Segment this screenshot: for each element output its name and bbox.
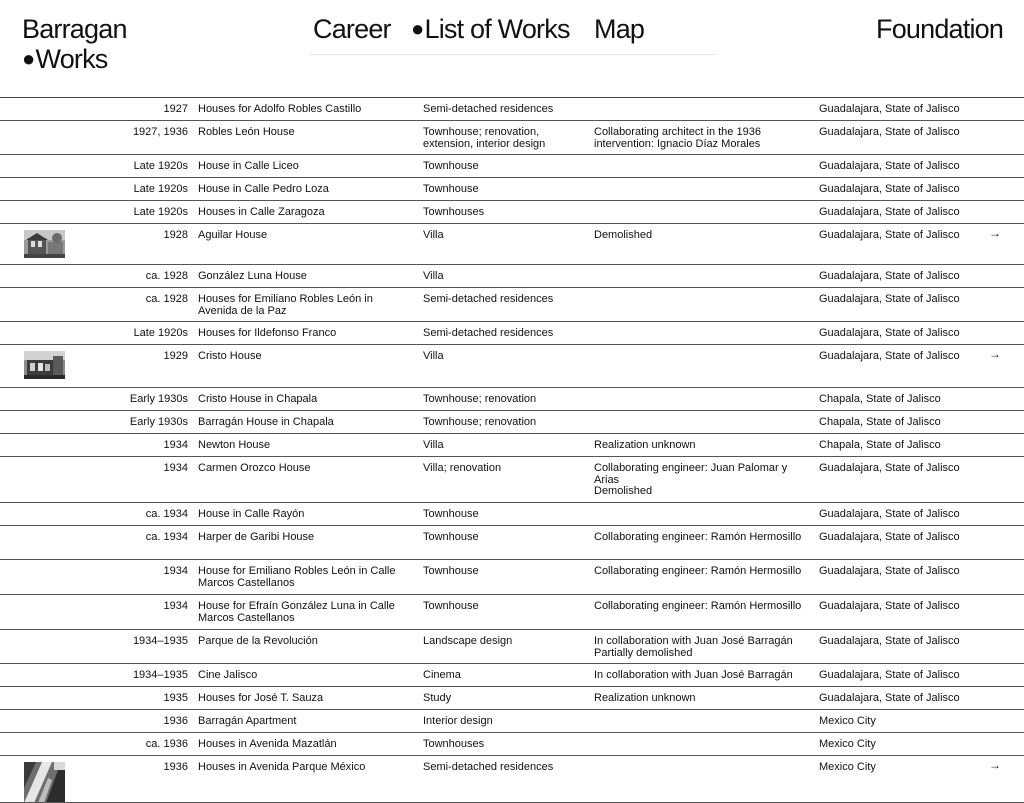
work-location: Guadalajara, State of Jalisco bbox=[819, 350, 960, 362]
work-year: 1936 bbox=[163, 761, 188, 773]
work-name: House in Calle Pedro Loza bbox=[198, 183, 329, 195]
work-row[interactable] bbox=[0, 664, 1024, 687]
work-year: Late 1920s bbox=[133, 160, 188, 172]
work-name: Aguilar House bbox=[198, 229, 268, 241]
work-type: Townhouse bbox=[423, 600, 479, 612]
arrow-right-icon[interactable]: → bbox=[989, 347, 1001, 361]
work-year: 1935 bbox=[163, 692, 188, 704]
work-row[interactable] bbox=[0, 503, 1024, 526]
work-name: Houses for Ildefonso Franco bbox=[198, 327, 337, 339]
work-row[interactable] bbox=[0, 201, 1024, 224]
work-notes: Collaborating engineer: Ramón Hermosillo bbox=[594, 531, 802, 543]
work-name: House in Calle Rayón bbox=[198, 508, 305, 520]
work-type: Townhouse bbox=[423, 565, 479, 577]
work-location: Mexico City bbox=[819, 738, 876, 750]
site-logo[interactable] bbox=[22, 14, 127, 76]
work-row[interactable] bbox=[0, 687, 1024, 710]
work-location: Mexico City bbox=[819, 715, 876, 727]
brand-line-2 bbox=[22, 44, 127, 76]
work-location: Guadalajara, State of Jalisco bbox=[819, 327, 960, 339]
nav-map[interactable]: Map bbox=[594, 14, 645, 44]
work-type: Villa bbox=[423, 229, 444, 241]
work-type: Interior design bbox=[423, 715, 493, 727]
work-row[interactable] bbox=[0, 457, 1024, 503]
work-row[interactable] bbox=[0, 345, 1024, 388]
work-year: 1936 bbox=[163, 715, 188, 727]
work-notes: Realization unknown bbox=[594, 692, 696, 704]
work-year: 1934 bbox=[163, 565, 188, 577]
work-year: 1928 bbox=[163, 229, 188, 241]
work-year: 1934–1935 bbox=[132, 635, 188, 647]
work-row[interactable] bbox=[0, 710, 1024, 733]
work-name: House in Calle Liceo bbox=[198, 160, 299, 172]
nav-foundation[interactable]: Foundation bbox=[876, 14, 1004, 44]
work-location: Guadalajara, State of Jalisco bbox=[819, 229, 960, 241]
work-year: 1934 bbox=[163, 462, 188, 474]
brand-works-label: Works bbox=[35, 44, 108, 74]
work-location: Guadalajara, State of Jalisco bbox=[819, 103, 960, 115]
work-type: Landscape design bbox=[423, 635, 513, 647]
work-location: Guadalajara, State of Jalisco bbox=[819, 160, 960, 172]
work-name: Houses in Avenida Mazatlán bbox=[198, 738, 337, 750]
work-type: Villa bbox=[423, 439, 444, 451]
work-thumbnail[interactable] bbox=[24, 351, 65, 379]
arrow-right-icon[interactable]: → bbox=[989, 226, 1001, 240]
work-year: Early 1930s bbox=[129, 416, 188, 428]
work-row[interactable] bbox=[0, 388, 1024, 411]
work-type: Semi-detached residences bbox=[423, 327, 554, 339]
work-row[interactable] bbox=[0, 178, 1024, 201]
work-year: 1929 bbox=[163, 350, 188, 362]
bullet-dot-icon: ● bbox=[22, 46, 35, 71]
work-type: Townhouse bbox=[423, 531, 479, 543]
work-location: Guadalajara, State of Jalisco bbox=[819, 126, 960, 138]
work-row[interactable] bbox=[0, 733, 1024, 756]
work-type: Townhouse; renovation, extension, interior design bbox=[423, 126, 546, 150]
work-name: Carmen Orozco House bbox=[198, 462, 311, 474]
active-dot-icon: ● bbox=[411, 16, 424, 41]
works-list bbox=[0, 97, 1024, 803]
brand-line-1: Barragan bbox=[22, 14, 127, 44]
work-year: Late 1920s bbox=[133, 183, 188, 195]
work-type: Cinema bbox=[423, 669, 461, 681]
work-year: 1934 bbox=[163, 600, 188, 612]
work-type: Villa bbox=[423, 350, 444, 362]
work-notes: Collaborating engineer: Ramón Hermosillo bbox=[594, 600, 802, 612]
work-row[interactable] bbox=[0, 595, 1024, 630]
work-location: Guadalajara, State of Jalisco bbox=[819, 600, 960, 612]
nav-divider bbox=[310, 54, 716, 55]
work-year: Early 1930s bbox=[129, 393, 188, 405]
work-location: Guadalajara, State of Jalisco bbox=[819, 531, 960, 543]
work-notes: Collaborating engineer: Juan Palomar y Arias Demolished bbox=[594, 462, 788, 497]
work-location: Guadalajara, State of Jalisco bbox=[819, 293, 960, 305]
work-type: Villa; renovation bbox=[423, 462, 502, 474]
work-row[interactable] bbox=[0, 288, 1024, 322]
work-location: Guadalajara, State of Jalisco bbox=[819, 692, 960, 704]
work-name: House for Emiliano Robles León in Calle Marcos Castellanos bbox=[198, 565, 396, 589]
work-location: Guadalajara, State of Jalisco bbox=[819, 270, 960, 282]
work-type: Study bbox=[423, 692, 452, 704]
work-year: 1927, 1936 bbox=[132, 126, 188, 138]
work-notes: Realization unknown bbox=[594, 439, 696, 451]
work-row[interactable] bbox=[0, 98, 1024, 121]
work-location: Guadalajara, State of Jalisco bbox=[819, 565, 960, 577]
work-name: Cristo House bbox=[198, 350, 262, 362]
work-type: Townhouses bbox=[423, 738, 485, 750]
work-notes: Demolished bbox=[594, 229, 653, 241]
work-year: ca. 1928 bbox=[145, 293, 188, 305]
work-year: 1934 bbox=[163, 439, 188, 451]
work-name: Robles León House bbox=[198, 126, 295, 138]
work-type: Townhouse bbox=[423, 160, 479, 172]
work-row[interactable] bbox=[0, 155, 1024, 178]
arrow-right-icon[interactable]: → bbox=[989, 758, 1001, 772]
work-location: Mexico City bbox=[819, 761, 876, 773]
work-name: Barragán House in Chapala bbox=[198, 416, 334, 428]
work-row[interactable] bbox=[0, 434, 1024, 457]
work-row[interactable] bbox=[0, 121, 1024, 155]
work-name: Houses in Avenida Parque México bbox=[198, 761, 366, 773]
nav-list-of-works[interactable] bbox=[411, 14, 570, 44]
work-location: Guadalajara, State of Jalisco bbox=[819, 183, 960, 195]
work-type: Townhouses bbox=[423, 206, 485, 218]
work-row[interactable] bbox=[0, 630, 1024, 664]
nav-career[interactable]: Career bbox=[313, 14, 391, 44]
work-location: Chapala, State of Jalisco bbox=[819, 393, 941, 405]
work-type: Semi-detached residences bbox=[423, 103, 554, 115]
work-year: Late 1920s bbox=[133, 206, 188, 218]
work-notes: Collaborating engineer: Ramón Hermosillo bbox=[594, 565, 802, 577]
work-type: Townhouse bbox=[423, 508, 479, 520]
work-notes: In collaboration with Juan José Barragán bbox=[594, 669, 793, 681]
work-name: Houses for Emiliano Robles León in Avenida de la Paz bbox=[198, 293, 373, 317]
work-type: Townhouse bbox=[423, 183, 479, 195]
work-name: Newton House bbox=[198, 439, 271, 451]
work-location: Guadalajara, State of Jalisco bbox=[819, 206, 960, 218]
work-row[interactable] bbox=[0, 265, 1024, 288]
work-type: Townhouse; renovation bbox=[423, 416, 537, 428]
work-type: Townhouse; renovation bbox=[423, 393, 537, 405]
work-year: ca. 1936 bbox=[145, 738, 188, 750]
work-name: Houses for Adolfo Robles Castillo bbox=[198, 103, 362, 115]
work-name: Cristo House in Chapala bbox=[198, 393, 318, 405]
work-location: Guadalajara, State of Jalisco bbox=[819, 462, 960, 474]
work-location: Guadalajara, State of Jalisco bbox=[819, 635, 960, 647]
work-name: Barragán Apartment bbox=[198, 715, 297, 727]
work-row[interactable] bbox=[0, 560, 1024, 595]
work-year: ca. 1934 bbox=[145, 531, 188, 543]
work-name: Parque de la Revolución bbox=[198, 635, 318, 647]
work-name: Houses in Calle Zaragoza bbox=[198, 206, 325, 218]
work-row[interactable] bbox=[0, 224, 1024, 265]
work-row[interactable] bbox=[0, 756, 1024, 803]
work-year: 1934–1935 bbox=[132, 669, 188, 681]
work-location: Chapala, State of Jalisco bbox=[819, 416, 941, 428]
work-year: ca. 1934 bbox=[145, 508, 188, 520]
work-row[interactable] bbox=[0, 526, 1024, 560]
work-year: ca. 1928 bbox=[145, 270, 188, 282]
work-notes: In collaboration with Juan José Barragán Partially demolished bbox=[594, 635, 793, 659]
work-location: Guadalajara, State of Jalisco bbox=[819, 669, 960, 681]
work-row[interactable] bbox=[0, 322, 1024, 345]
work-thumbnail[interactable] bbox=[24, 762, 65, 802]
work-type: Semi-detached residences bbox=[423, 761, 554, 773]
work-type: Villa bbox=[423, 270, 444, 282]
work-location: Guadalajara, State of Jalisco bbox=[819, 508, 960, 520]
work-name: House for Efraín González Luna in Calle Marcos Castellanos bbox=[198, 600, 395, 624]
work-location: Chapala, State of Jalisco bbox=[819, 439, 941, 451]
work-type: Semi-detached residences bbox=[423, 293, 554, 305]
work-name: González Luna House bbox=[198, 270, 307, 282]
work-notes: Collaborating architect in the 1936 intervention: Ignacio Díaz Morales bbox=[594, 126, 761, 150]
work-row[interactable] bbox=[0, 411, 1024, 434]
nav-list-of-works-label: List of Works bbox=[424, 14, 570, 44]
work-name: Harper de Garibi House bbox=[198, 531, 315, 543]
work-year: Late 1920s bbox=[133, 327, 188, 339]
work-name: Cine Jalisco bbox=[198, 669, 258, 681]
work-thumbnail[interactable] bbox=[24, 230, 65, 258]
work-year: 1927 bbox=[163, 103, 188, 115]
work-name: Houses for José T. Sauza bbox=[198, 692, 324, 704]
